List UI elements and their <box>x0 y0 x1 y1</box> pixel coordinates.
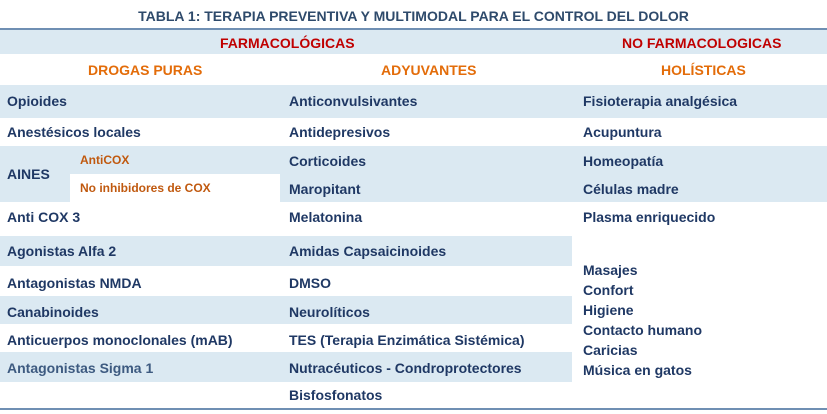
pure-drug-alpha2: Agonistas Alfa 2 <box>7 243 117 259</box>
holistic-group-item: Caricias <box>583 342 638 358</box>
pure-drug-non-cox-inhibitors: No inhibidores de COX <box>80 181 211 195</box>
adjuvant-item: Antidepresivos <box>289 124 391 140</box>
adjuvant-item: TES (Terapia Enzimática Sistémica) <box>289 332 525 348</box>
holistic-item: Acupuntura <box>583 124 662 140</box>
adjuvant-item: Corticoides <box>289 153 367 169</box>
pure-drug-cannabinoids: Canabinoides <box>7 304 99 320</box>
holistic-item: Fisioterapia analgésica <box>583 93 738 109</box>
pure-drug-anti-cox3: Anti COX 3 <box>7 209 81 225</box>
adjuvant-item: Amidas Capsaicinoides <box>289 243 447 259</box>
adjuvant-item: Nutracéuticos - Condroprotectores <box>289 360 522 376</box>
pure-drug-sigma1: Antagonistas Sigma 1 <box>7 360 154 376</box>
table-title: TABLA 1: TERAPIA PREVENTIVA Y MULTIMODAL PARA EL CONTROL DEL DOLOR <box>138 8 689 24</box>
holistic-group-item: Confort <box>583 282 634 298</box>
adjuvant-item: Melatonina <box>289 209 363 225</box>
bottom-divider <box>0 408 827 410</box>
header-pharmacological: FARMACOLÓGICAS <box>220 35 355 51</box>
holistic-group-item: Música en gatos <box>583 362 692 378</box>
pure-drug-anticox: AntiCOX <box>80 153 130 167</box>
adjuvant-item: Anticonvulsivantes <box>289 93 418 109</box>
pure-drug-mab: Anticuerpos monoclonales (mAB) <box>7 332 233 348</box>
header-non-pharmacological: NO FARMACOLOGICAS <box>622 35 782 51</box>
adjuvant-item: DMSO <box>289 275 331 291</box>
holistic-group-item: Contacto humano <box>583 322 702 338</box>
holistic-item: Plasma enriquecido <box>583 209 716 225</box>
pure-drug-local-anesthetics: Anestésicos locales <box>7 124 141 140</box>
holistic-group-item: Masajes <box>583 262 638 278</box>
subheader-holistic: HOLÍSTICAS <box>661 62 746 78</box>
holistic-item: Homeopatía <box>583 153 664 169</box>
subheader-adjuvants: ADYUVANTES <box>381 62 477 78</box>
holistic-item: Células madre <box>583 181 679 197</box>
subheader-pure-drugs: DROGAS PURAS <box>88 62 203 78</box>
adjuvant-item: Maropitant <box>289 181 361 197</box>
pure-drug-opioids: Opioides <box>7 93 67 109</box>
pure-drug-nmda: Antagonistas NMDA <box>7 275 142 291</box>
adjuvant-item: Bisfosfonatos <box>289 387 383 403</box>
adjuvant-item: Neurolíticos <box>289 304 370 320</box>
pure-drug-aines: AINES <box>7 166 50 182</box>
holistic-group-item: Higiene <box>583 302 634 318</box>
